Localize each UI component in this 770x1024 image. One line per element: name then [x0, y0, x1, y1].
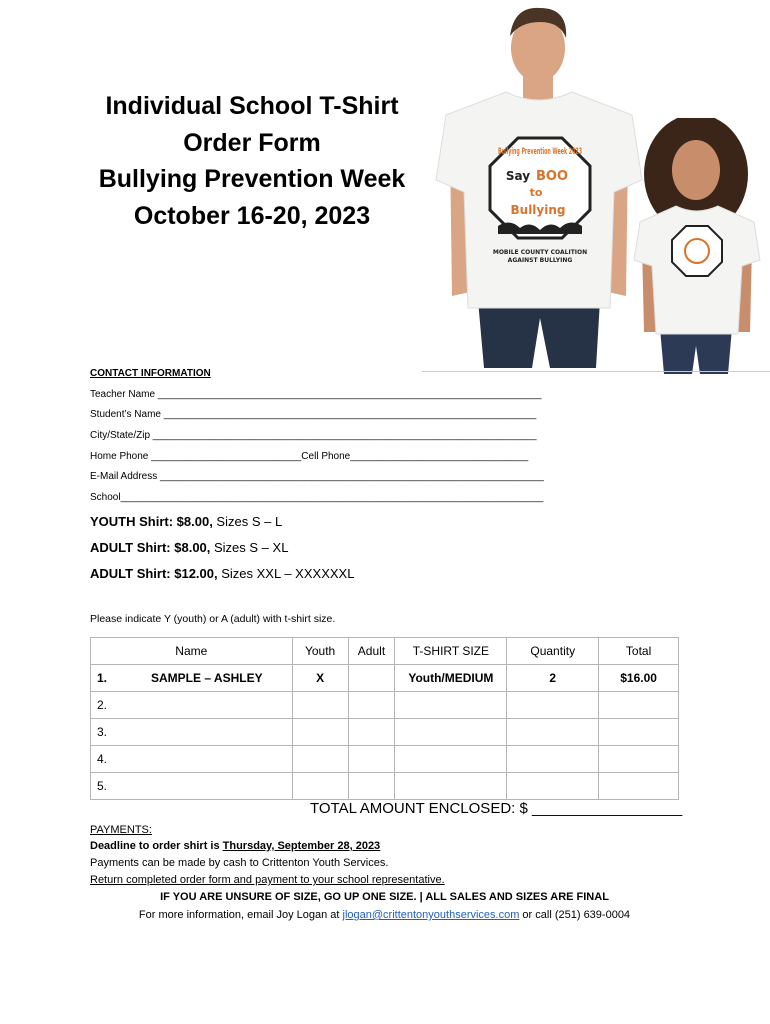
email-link[interactable]: jlogan@crittentonyouthservices.com: [342, 909, 520, 921]
title-line-4: October 16-20, 2023: [133, 201, 371, 230]
row-total[interactable]: [599, 773, 679, 800]
row-number: 2.: [97, 698, 108, 712]
col-header-size: T-SHIRT SIZE: [395, 638, 507, 665]
table-row: [91, 665, 679, 692]
row-total[interactable]: $16.00: [599, 665, 679, 692]
contact-heading: CONTACT INFORMATION: [90, 368, 211, 379]
deadline-prefix: Deadline to order shirt is: [90, 840, 223, 852]
youth-price: [90, 514, 282, 529]
table-row: [91, 692, 679, 719]
phone-fields[interactable]: Home Phone ___________________________Cell Phone________________________________: [90, 451, 529, 462]
row-name-cell[interactable]: [91, 692, 293, 719]
logo-bullying: Bullying: [510, 203, 566, 217]
adult-plus-price-label: ADULT Shirt: $12.00,: [90, 566, 218, 581]
row-name-cell[interactable]: [91, 719, 293, 746]
title-line-1: Individual School T-Shirt: [105, 92, 399, 120]
teacher-name-field[interactable]: Teacher Name _____________________________________________________________________: [90, 389, 542, 400]
deadline-line: [90, 840, 380, 852]
row-size[interactable]: [395, 746, 507, 773]
school-field[interactable]: School____________________________________________________________________________: [90, 492, 544, 503]
row-size[interactable]: Youth/MEDIUM: [395, 665, 507, 692]
row-number: 1.: [97, 671, 108, 685]
row-total[interactable]: [599, 746, 679, 773]
row-youth[interactable]: [292, 692, 348, 719]
size-warning: IF YOU ARE UNSURE OF SIZE, GO UP ONE SIZE. | ALL SALES AND SIZES ARE FINAL: [160, 891, 609, 903]
contact-info-prefix: For more information, email Joy Logan at: [138, 909, 343, 921]
adult-plus-price: [90, 566, 354, 581]
email-field[interactable]: E-Mail Address _____________________________________________________________________: [90, 471, 544, 482]
row-name-cell[interactable]: [91, 665, 293, 692]
row-adult[interactable]: [348, 746, 395, 773]
col-header-youth: Youth: [292, 638, 348, 665]
row-adult[interactable]: [348, 692, 395, 719]
logo-arc-text: Bullying Prevention Week 2023: [498, 147, 582, 157]
deadline-date: Thursday, September 28, 2023: [222, 840, 381, 852]
row-youth[interactable]: X: [292, 665, 348, 692]
row-size[interactable]: [395, 719, 507, 746]
row-quantity[interactable]: 2: [507, 665, 599, 692]
table-row: [91, 773, 679, 800]
return-instruction: Return completed order form and payment to your school representative.: [90, 874, 445, 886]
row-quantity[interactable]: [507, 692, 599, 719]
city-state-zip-field[interactable]: City/State/Zip _____________________________________________________________________: [90, 430, 537, 441]
table-row: [91, 719, 679, 746]
col-header-quantity: Quantity: [507, 638, 599, 665]
form-title: [62, 88, 442, 234]
title-line-2: Order Form: [183, 128, 321, 157]
row-quantity[interactable]: [507, 773, 599, 800]
order-table: [90, 637, 679, 800]
row-number: 5.: [97, 779, 108, 793]
table-header-row: [91, 638, 679, 665]
row-size[interactable]: [395, 773, 507, 800]
row-adult[interactable]: [348, 719, 395, 746]
youth-price-sizes: Sizes S – L: [212, 514, 283, 529]
col-header-name: Name: [91, 638, 293, 665]
col-header-adult: Adult: [348, 638, 395, 665]
row-quantity[interactable]: [507, 746, 599, 773]
row-adult[interactable]: [348, 665, 395, 692]
adult-price: [90, 540, 288, 555]
size-instruction: Please indicate Y (youth) or A (adult) with t-shirt size.: [90, 613, 336, 625]
payments-heading: PAYMENTS:: [90, 824, 152, 836]
title-line-3: Bullying Prevention Week: [98, 165, 406, 193]
row-name-cell[interactable]: [91, 773, 293, 800]
table-row: [91, 746, 679, 773]
row-size[interactable]: [395, 692, 507, 719]
adult-shirt-photo: [428, 0, 650, 368]
logo-to: to: [529, 186, 543, 199]
col-header-total: Total: [599, 638, 679, 665]
row-number: 4.: [97, 752, 108, 766]
logo-boo: BOO: [535, 169, 569, 184]
row-total[interactable]: [599, 692, 679, 719]
photo-divider: [422, 371, 770, 372]
row-adult[interactable]: [348, 773, 395, 800]
row-name-cell[interactable]: [91, 746, 293, 773]
contact-info: [90, 909, 679, 921]
total-amount-enclosed[interactable]: TOTAL AMOUNT ENCLOSED: $ __________________: [310, 800, 683, 817]
logo-coalition-line-2: AGAINST BULLYING: [507, 257, 573, 264]
row-youth[interactable]: [292, 746, 348, 773]
row-youth[interactable]: [292, 719, 348, 746]
row-total[interactable]: [599, 719, 679, 746]
contact-info-suffix: or call (251) 639-0004: [519, 909, 631, 921]
payment-method: Payments can be made by cash to Crittenton Youth Services.: [90, 857, 389, 869]
adult-price-sizes: Sizes S – XL: [210, 540, 289, 555]
logo-coalition-line-1: MOBILE COUNTY COALITION: [492, 249, 588, 256]
student-name-field[interactable]: Student’s Name ___________________________________________________________________: [90, 409, 537, 420]
youth-shirt-photo: [630, 118, 765, 374]
row-quantity[interactable]: [507, 719, 599, 746]
adult-plus-price-sizes: Sizes XXL – XXXXXXL: [217, 566, 355, 581]
row-number: 3.: [97, 725, 108, 739]
logo-say: Say: [505, 169, 531, 183]
row-youth[interactable]: [292, 773, 348, 800]
adult-price-label: ADULT Shirt: $8.00,: [90, 540, 211, 555]
row-name: SAMPLE – ASHLEY: [151, 671, 263, 685]
youth-price-label: YOUTH Shirt: $8.00,: [90, 514, 213, 529]
